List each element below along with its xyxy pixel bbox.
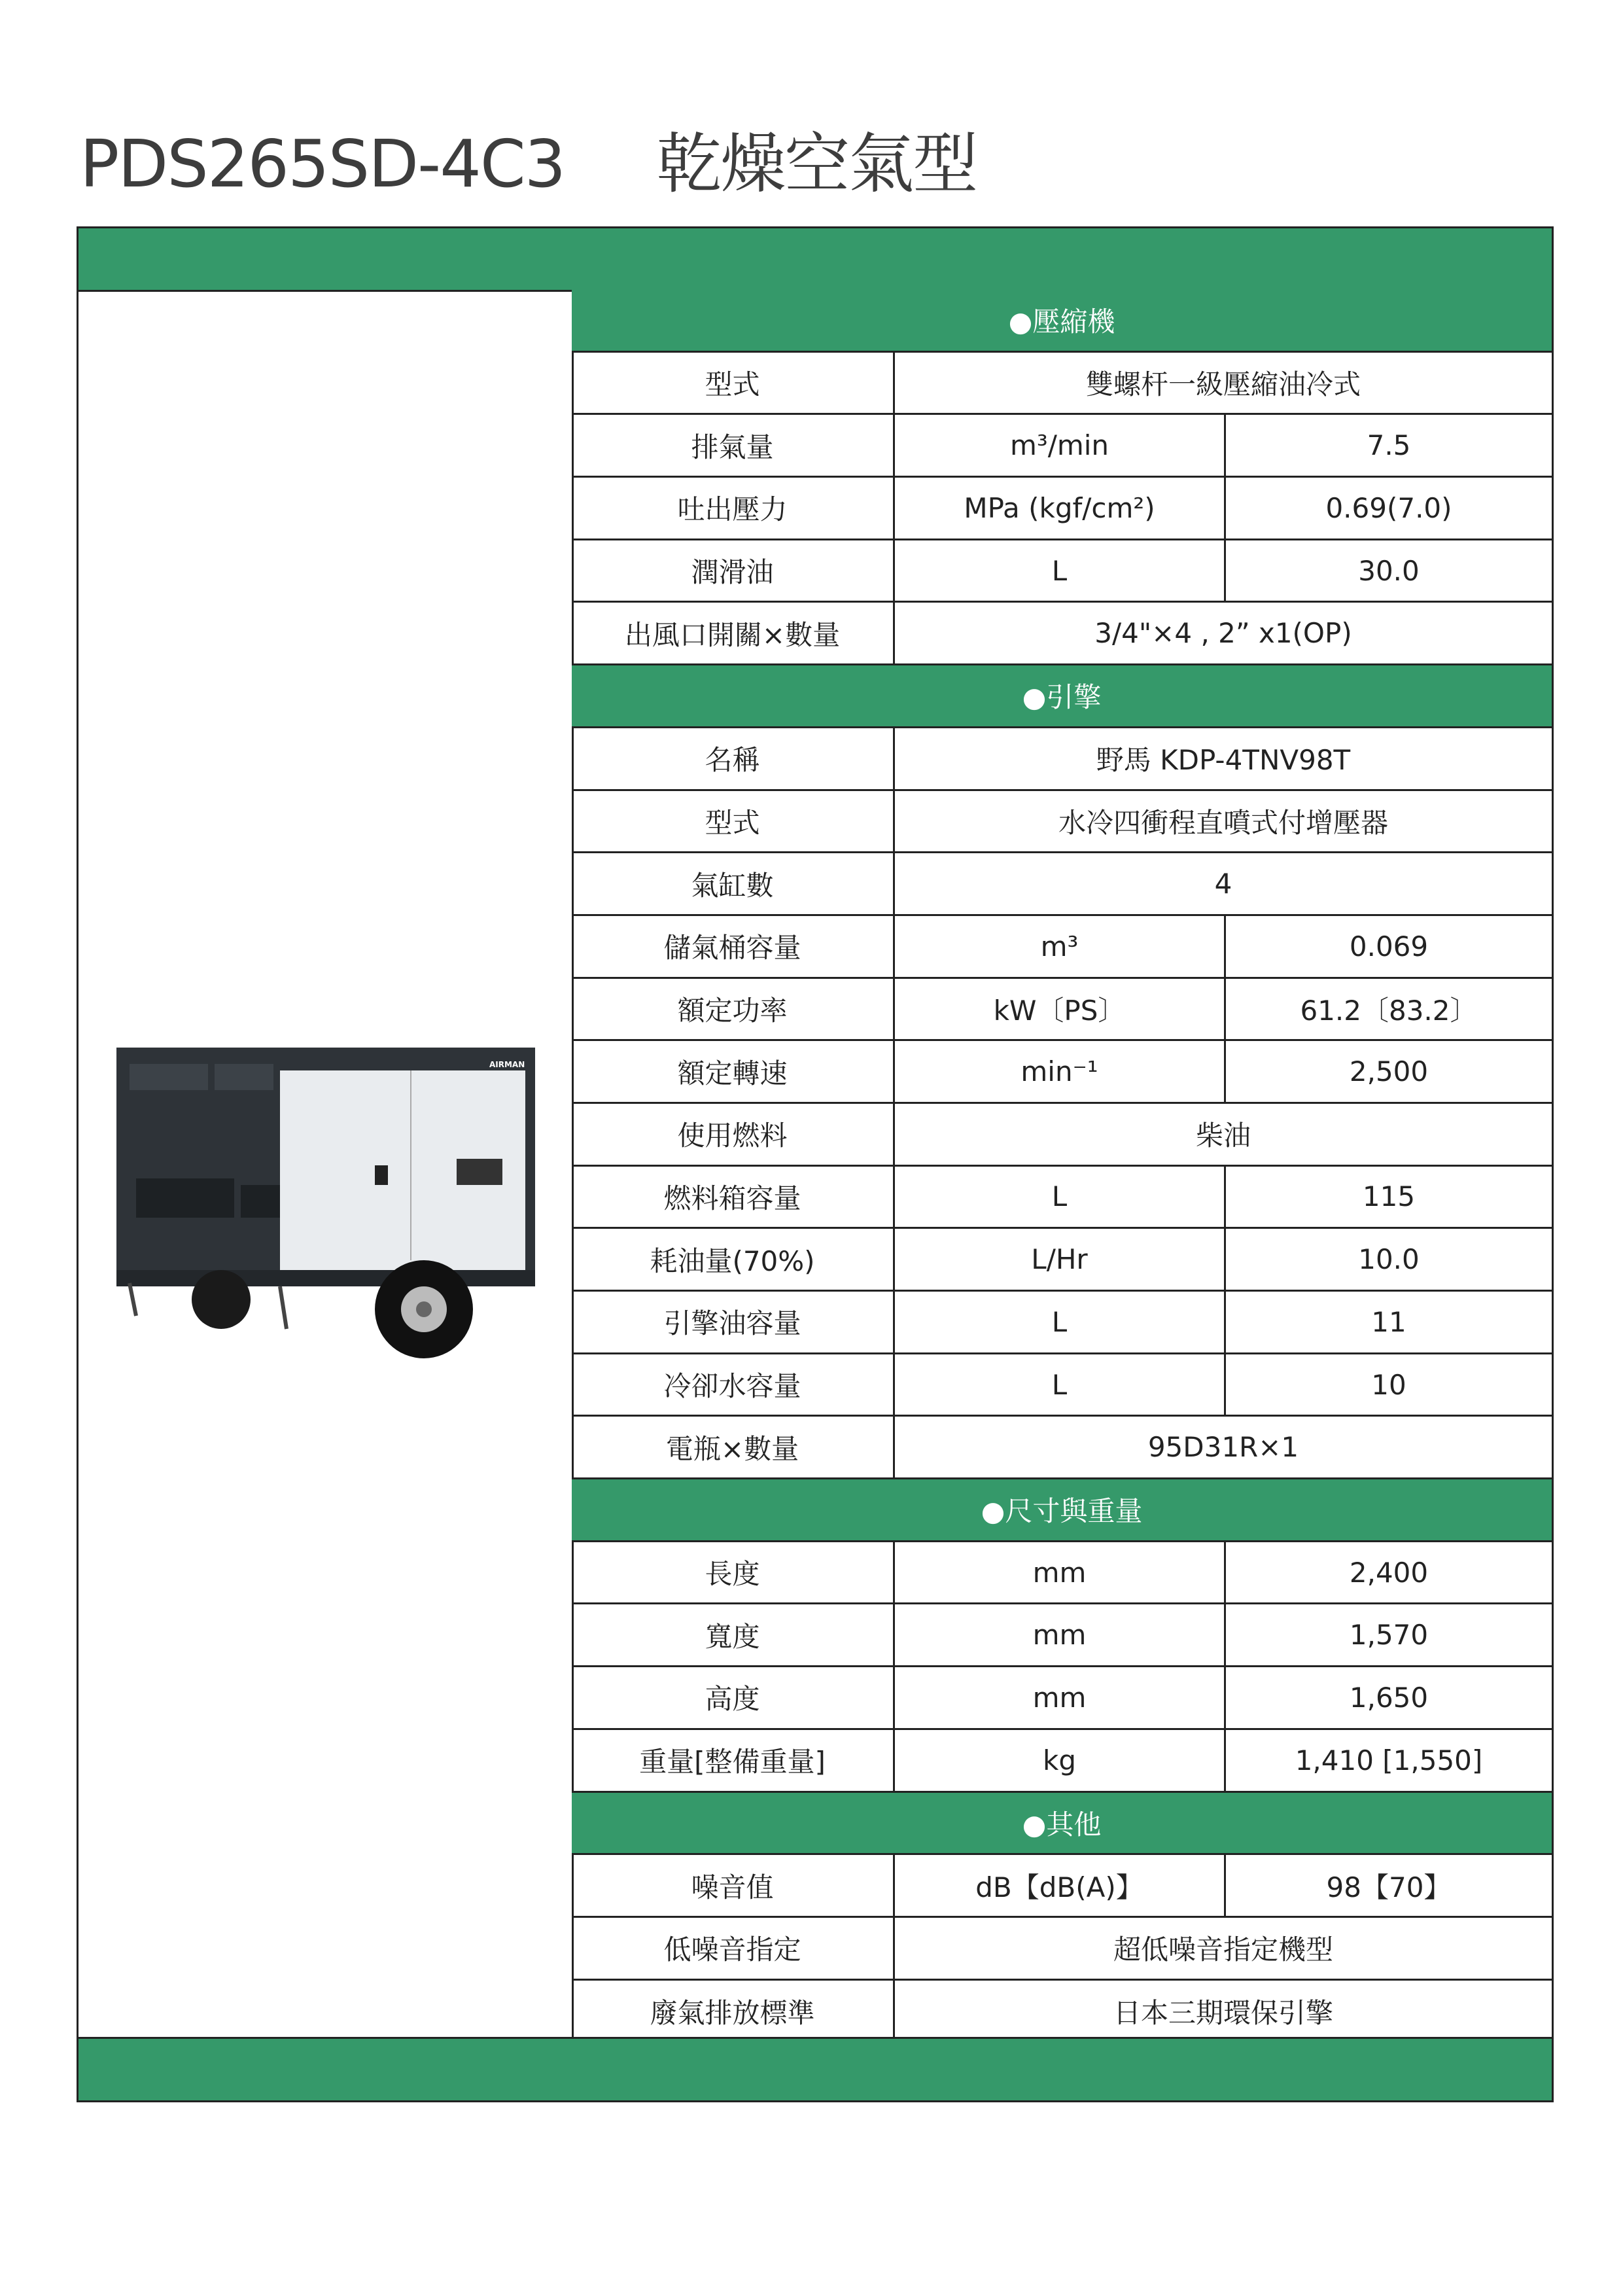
spec-label: 額定功率 [572,979,895,1040]
spec-row [572,353,1552,415]
spec-value: 30.0 [1358,554,1420,587]
spec-label: 長度 [572,1542,895,1603]
spec-value: 日本三期環保引擎 [1113,1997,1333,2030]
spec-row [572,415,1552,478]
spec-value: 4 [1214,868,1232,900]
page-title [80,111,977,205]
spec-row [572,1918,1552,1981]
spec-value: 10 [1371,1368,1406,1401]
spec-unit: m³/min [895,415,1226,476]
top-band [79,228,1552,292]
spec-row [572,853,1552,916]
spec-value: 7.5 [1367,429,1411,462]
section-header: ●其他 [572,1793,1552,1856]
image-panel [79,290,574,2039]
spec-label: 型式 [572,353,895,414]
spec-value: 3/4"×4 , 2” x1(OP) [1094,617,1352,650]
spec-value: 2,500 [1349,1055,1429,1088]
spec-row [572,916,1552,979]
spec-row [572,1542,1552,1605]
spec-unit: kW〔PS〕 [895,979,1226,1040]
spec-label: 噪音值 [572,1855,895,1916]
spec-label: 使用燃料 [572,1104,895,1165]
spec-label: 低噪音指定 [572,1918,895,1979]
spec-label: 氣缸數 [572,853,895,914]
spec-row [572,979,1552,1042]
spec-label: 儲氣桶容量 [572,916,895,977]
spec-value: 95D31R×1 [1147,1431,1299,1464]
spec-unit: mm [895,1542,1226,1603]
spec-value: 115 [1362,1180,1416,1213]
spec-label: 電瓶×數量 [572,1417,895,1477]
spec-unit: L [895,1292,1226,1352]
spec-label: 出風口開關×數量 [572,603,895,663]
spec-unit: L [895,1354,1226,1415]
spec-unit: L [895,1167,1226,1227]
spec-label: 排氣量 [572,415,895,476]
model-name: PDS265SD-4C3 [80,126,565,202]
spec-value: 1,410 [1,550] [1295,1744,1483,1776]
spec-unit: MPa (kgf/cm²) [895,478,1226,539]
spec-row [572,1604,1552,1667]
spec-value: 0.069 [1349,930,1429,963]
spec-row [572,1730,1552,1793]
spec-row [572,1229,1552,1292]
spec-label: 耗油量(70%) [572,1229,895,1290]
spec-row [572,1354,1552,1417]
spec-unit: m³ [895,916,1226,977]
bottom-band [79,2037,1552,2100]
spec-sheet [77,226,1554,2102]
spec-row [572,791,1552,854]
spec-value: 水冷四衝程直噴式付增壓器 [1058,806,1388,839]
spec-value: 98【70】 [1326,1871,1452,1903]
spec-unit: kg [895,1730,1226,1791]
spec-row [572,1104,1552,1167]
spec-value: 野馬 KDP-4TNV98T [1096,744,1351,777]
spec-label: 名稱 [572,728,895,789]
spec-row [572,1417,1552,1479]
section-header: ●引擎 [572,665,1552,728]
spec-value: 10.0 [1358,1243,1420,1276]
spec-unit: L/Hr [895,1229,1226,1290]
spec-value: 超低噪音指定機型 [1113,1934,1333,1966]
spec-unit: L [895,540,1226,601]
spec-value: 2,400 [1349,1556,1429,1589]
spec-row [572,728,1552,791]
spec-value: 1,650 [1349,1681,1429,1714]
air-compressor-image [116,1034,535,1375]
spec-label: 重量[整備重量] [572,1730,895,1791]
spec-unit: mm [895,1604,1226,1665]
spec-unit: dB【dB(A)】 [895,1855,1226,1916]
brand-logo: AIRMAN [489,1060,525,1069]
section-header: ●壓縮機 [572,290,1552,353]
spec-label: 寬度 [572,1604,895,1665]
spec-value: 雙螺杆一級壓縮油冷式 [1085,368,1361,401]
spec-unit: mm [895,1667,1226,1728]
spec-label: 潤滑油 [572,540,895,601]
spec-row [572,1167,1552,1229]
model-type: 乾燥空氣型 [656,126,977,202]
spec-value: 柴油 [1195,1120,1251,1152]
spec-value: 1,570 [1349,1619,1429,1651]
spec-label: 額定轉速 [572,1041,895,1102]
spec-label: 高度 [572,1667,895,1728]
spec-table [572,290,1552,2039]
spec-value: 61.2〔83.2〕 [1300,994,1478,1027]
spec-label: 吐出壓力 [572,478,895,539]
spec-label: 燃料箱容量 [572,1167,895,1227]
spec-row [572,1041,1552,1104]
section-header: ●尺寸與重量 [572,1479,1552,1542]
spec-row [572,1981,1552,2043]
spec-row [572,1667,1552,1730]
spec-value: 0.69(7.0) [1325,491,1452,524]
spec-label: 冷卻水容量 [572,1354,895,1415]
spec-row [572,603,1552,665]
spec-label: 廢氣排放標準 [572,1981,895,2043]
spec-row [572,540,1552,603]
spec-unit: min⁻¹ [895,1041,1226,1102]
spec-label: 引擎油容量 [572,1292,895,1352]
spec-row [572,1855,1552,1918]
spec-value: 11 [1371,1305,1406,1338]
spec-row [572,478,1552,540]
spec-label: 型式 [572,791,895,852]
spec-row [572,1292,1552,1354]
